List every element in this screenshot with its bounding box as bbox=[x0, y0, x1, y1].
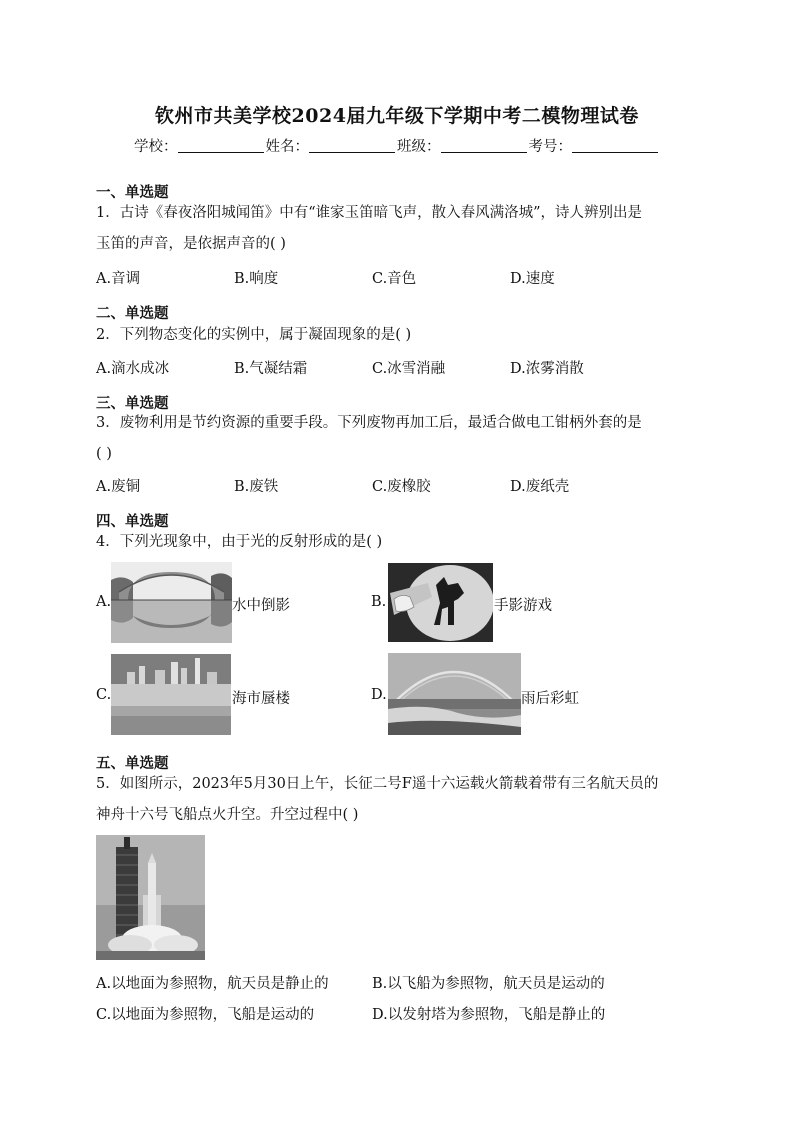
question-5-line-1: 5．如图所示，2023年5月30日上午，长征二号F遥十六运载火箭载着带有三名航天员的 bbox=[96, 776, 659, 792]
q4-option-c-caption: 海市蜃楼 bbox=[232, 691, 290, 707]
name-blank[interactable] bbox=[309, 138, 395, 153]
q2-option-d[interactable]: D.浓雾消散 bbox=[510, 361, 584, 377]
question-4-line-1: 4．下列光现象中，由于光的反射形成的是( ) bbox=[96, 534, 383, 550]
class-label: 班级： bbox=[397, 139, 441, 155]
q1-option-d[interactable]: D.速度 bbox=[510, 271, 555, 287]
q3-option-b[interactable]: B.废铁 bbox=[234, 479, 279, 495]
question-5-line-2: 神舟十六号飞船点火升空。升空过程中( ) bbox=[96, 807, 359, 823]
rocket-launch-photo bbox=[96, 835, 205, 960]
question-1-line-2: 玉笛的声音，是依据声音的( ) bbox=[96, 236, 286, 252]
rainbow-beach-photo bbox=[388, 653, 521, 735]
section-heading-1: 一、单选题 bbox=[96, 184, 169, 201]
q4-option-d-letter[interactable]: D. bbox=[371, 687, 387, 703]
question-2-line-1: 2．下列物态变化的实例中，属于凝固现象的是( ) bbox=[96, 327, 412, 343]
q2-option-b[interactable]: B.气凝结霜 bbox=[234, 361, 308, 377]
q4-option-c-letter[interactable]: C. bbox=[96, 687, 112, 703]
section-heading-5: 五、单选题 bbox=[96, 755, 169, 772]
q3-option-c[interactable]: C.废橡胶 bbox=[372, 479, 431, 495]
q5-option-a[interactable]: A.以地面为参照物，航天员是静止的 bbox=[96, 976, 329, 992]
q4-option-a-letter[interactable]: A. bbox=[96, 594, 112, 610]
section-heading-2: 二、单选题 bbox=[96, 305, 169, 322]
student-info-line bbox=[0, 135, 794, 156]
q5-option-d[interactable]: D.以发射塔为参照物，飞船是静止的 bbox=[372, 1007, 606, 1023]
number-blank[interactable] bbox=[572, 138, 658, 153]
page-title: 钦州市共美学校2024届九年级下学期中考二模物理试卷 bbox=[155, 105, 639, 127]
q4-option-d-caption: 雨后彩虹 bbox=[521, 691, 579, 707]
school-blank[interactable] bbox=[178, 138, 264, 153]
q2-option-c[interactable]: C.冰雪消融 bbox=[372, 361, 446, 377]
section-heading-3: 三、单选题 bbox=[96, 395, 169, 412]
school-label: 学校： bbox=[134, 139, 178, 155]
q1-option-c[interactable]: C.音色 bbox=[372, 271, 417, 287]
name-label: 姓名： bbox=[265, 139, 309, 155]
q4-option-b-letter[interactable]: B. bbox=[371, 594, 387, 610]
q3-option-a[interactable]: A.废铜 bbox=[96, 479, 141, 495]
question-3-line-2: ( ) bbox=[96, 446, 112, 462]
question-1-line-1: 1．古诗《春夜洛阳城闻笛》中有“谁家玉笛暗飞声，散入春风满洛城”，诗人辨别出是 bbox=[96, 205, 643, 221]
section-heading-4: 四、单选题 bbox=[96, 513, 169, 530]
q1-option-a[interactable]: A.音调 bbox=[96, 271, 141, 287]
q4-option-b-caption: 手影游戏 bbox=[494, 598, 552, 614]
number-label: 考号： bbox=[528, 139, 572, 155]
q5-option-b[interactable]: B.以飞船为参照物，航天员是运动的 bbox=[372, 976, 605, 992]
question-3-line-1: 3．废物利用是节约资源的重要手段。下列废物再加工后，最适合做电工钳柄外套的是 bbox=[96, 415, 642, 431]
hand-shadow-photo bbox=[388, 563, 493, 642]
mirage-city-photo bbox=[111, 654, 231, 735]
bridge-reflection-photo bbox=[111, 562, 232, 643]
q3-option-d[interactable]: D.废纸壳 bbox=[510, 479, 570, 495]
q5-option-c[interactable]: C.以地面为参照物，飞船是运动的 bbox=[96, 1007, 315, 1023]
q1-option-b[interactable]: B.响度 bbox=[234, 271, 279, 287]
class-blank[interactable] bbox=[441, 138, 527, 153]
q2-option-a[interactable]: A.滴水成冰 bbox=[96, 361, 170, 377]
q4-option-a-caption: 水中倒影 bbox=[232, 598, 290, 614]
